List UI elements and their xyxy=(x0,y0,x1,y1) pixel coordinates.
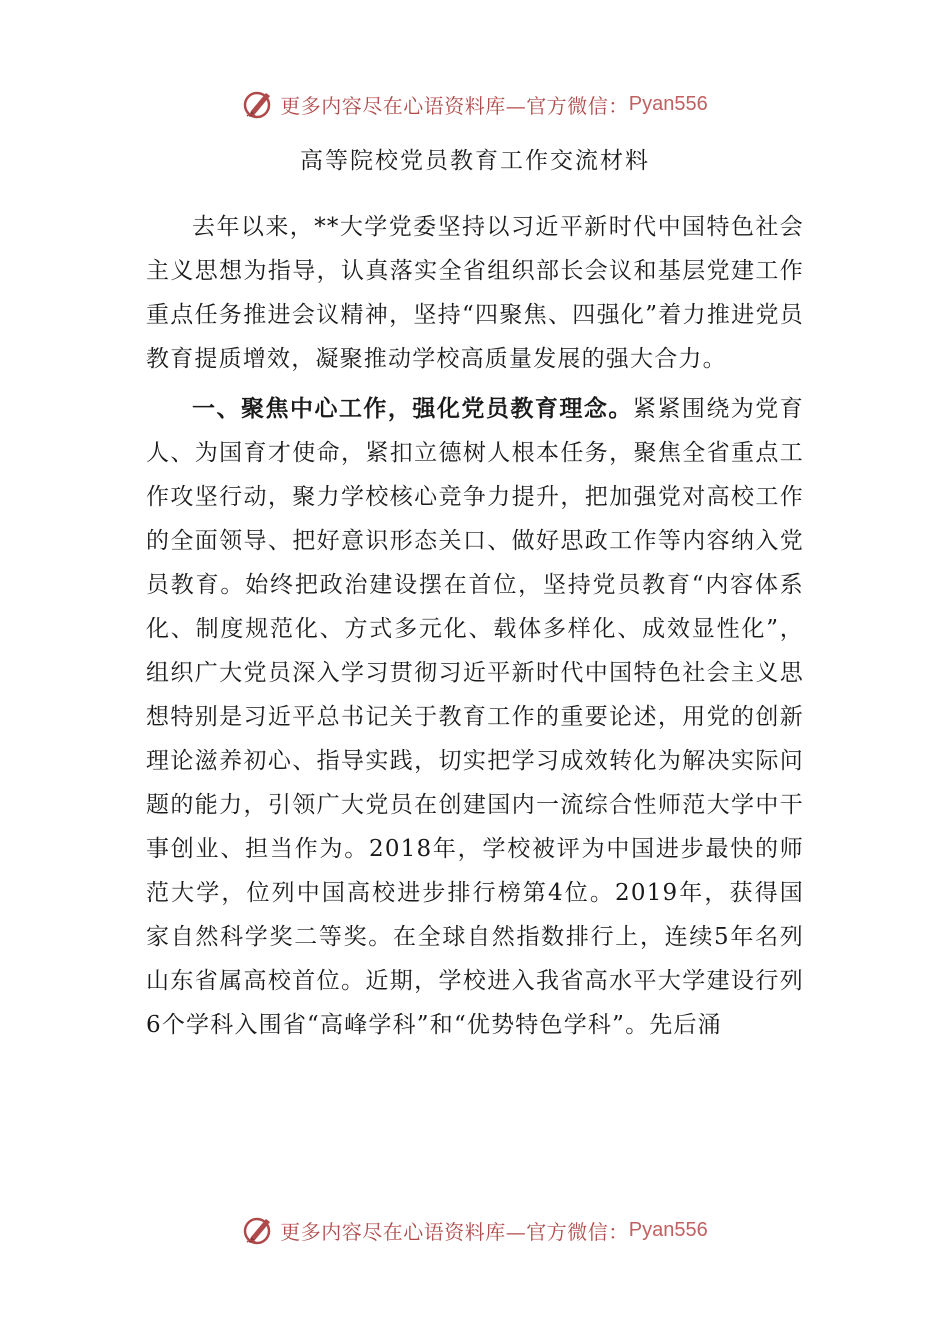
paragraph-intro xyxy=(146,205,804,381)
top-watermark-banner xyxy=(0,84,950,124)
banner-text: 更多内容尽在心语资料库—官方微信： xyxy=(280,93,629,118)
section-heading: 一、聚焦中心工作，强化党员教育理念。 xyxy=(192,395,633,422)
document-body xyxy=(146,205,804,1053)
paragraph-text: 紧紧围绕为党育人、为国育才使命，紧扣立德树人根本任务，聚焦全省重点工作攻坚行动，聚力学校核心竞争力提升，把加强党对高校工作的全面领导、把好意识形态关口、做好思政工作等内容纳入党员教育。始终把政治建设摆在首位，坚持党员教育“内容体系化、制度规范化、方式多元化、载体多样化、成效显性化”，组织广大党员深入学习贯彻习近平新时代中国特色社会主义思想特别是习近平总书记关于教育工作的重要论述，用党的创新理论滋养初心、指导实践，切实把学习成效转化为解决实际问题的能力，引领广大党员在创建国内一流综合性师范大学中干事创业、担当作为。2018年，学校被评为中国进步最快的师范大学，位列中国高校进步排行榜第4位。2019年，获得国家自然科学奖二等奖。在全球自然指数排行上，连续5年名列山东省属高校首位。近期，学校进入我省高水平大学建设行列6个学科入围省“高峰学科”和“优势特色学科”。先后涌 xyxy=(146,396,804,1038)
banner-content xyxy=(242,1213,707,1247)
pen-logo-icon xyxy=(242,1213,276,1247)
banner-wechat-id: Pyan556 xyxy=(628,1218,708,1241)
banner-wechat-id: Pyan556 xyxy=(628,92,708,115)
bottom-watermark-banner xyxy=(0,1210,950,1250)
banner-text: 更多内容尽在心语资料库—官方微信： xyxy=(280,1219,629,1244)
paragraph-text: 去年以来，**大学党委坚持以习近平新时代中国特色社会主义思想为指导，认真落实全省组织部长会议和基层党建工作重点任务推进会议精神，坚持“四聚焦、四强化”着力推进党员教育提质增效，凝聚推动学校高质量发展的强大合力。 xyxy=(146,214,804,372)
document-title: 高等院校党员教育工作交流材料 xyxy=(300,148,650,174)
paragraph-section-1 xyxy=(146,387,804,1047)
banner-content xyxy=(242,87,707,121)
pen-logo-icon xyxy=(242,87,276,121)
